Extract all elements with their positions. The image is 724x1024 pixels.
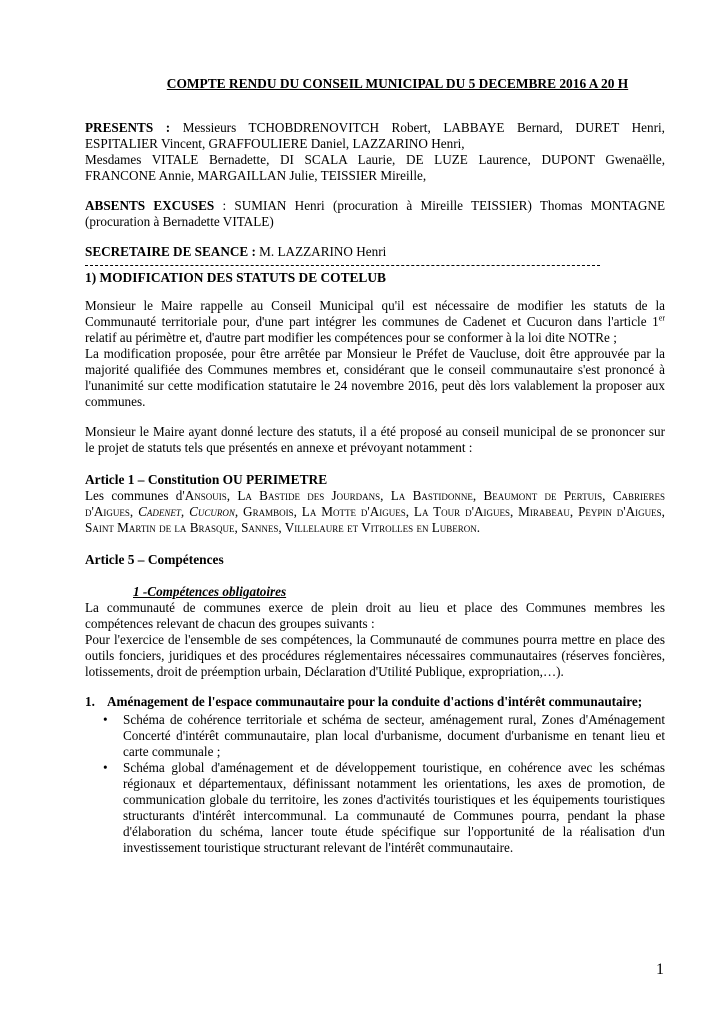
presents-men: Messieurs TCHOBDRENOVITCH Robert, LABBAYE Bernard, DURET Henri, ESPITALIER Vincent, GRAFFOULIERE Daniel, LAZZARINO Henri,	[85, 120, 665, 151]
bullet-text: Schéma de cohérence territoriale et schéma de secteur, aménagement rural, Zones d'Aménagement Concerté d'intérêt communautaire, plan local d'urbanisme, document d'urbanisme en tenant lieu et carte communale ;	[123, 712, 665, 759]
list-item	[85, 760, 665, 856]
absents-text: : SUMIAN Henri (procuration à Mireille TEISSIER) Thomas MONTAGNE (procuration à Bernadette VITALE)	[85, 198, 666, 229]
para-text: relatif au périmètre et, d'autre part modifier les compétences pour se conformer à la loi dite NOTRe ;	[85, 330, 617, 345]
article-1-communes	[85, 488, 665, 536]
numbered-item	[85, 694, 665, 710]
para-text: Monsieur le Maire rappelle au Conseil Municipal qu'il est nécessaire de modifier les statuts de la Communauté territoriale pour, d'une part intégrer les communes de Cadenet et Cucuron dans l'article 1	[85, 298, 665, 329]
communes-lead: Les communes d'	[85, 488, 185, 503]
section-para-1	[85, 298, 665, 346]
communes-list: Ansouis, La Bastide des Jourdans, La Bastidonne, Beaumont de Pertuis, Cabrieres d'Aigues,	[85, 488, 665, 519]
competences-para-1: La communauté de communes exerce de plein droit au lieu et place des Communes membres les compétences relevant de chacun des groupes suivants :	[85, 600, 665, 631]
page-title: COMPTE RENDU DU CONSEIL MUNICIPAL DU 5 DECEMBRE 2016 A 20 H	[166, 76, 629, 91]
list-item	[85, 712, 665, 760]
secretaire-paragraph	[85, 244, 665, 260]
competences-subheading: 1 -Compétences obligatoires	[133, 584, 287, 599]
page-number: 1	[656, 961, 664, 978]
item-number: 1.	[85, 694, 95, 709]
absents-paragraph	[85, 198, 665, 230]
secretaire-text: M. LAZZARINO Henri	[255, 244, 387, 259]
bullet-icon: •	[103, 760, 108, 775]
competences-para-2: Pour l'exercice de l'ensemble de ses compétences, la Communauté de communes pourra mettre en place des outils fonciers, juridiques et des procédures réglementaires nécessaires communautaires (réserves foncières, lotissements, droit de préemption urbain, Déclaration d'Utilité Publique, expropriation,…).	[85, 632, 665, 679]
bullet-text: Schéma global d'aménagement et de développement touristique, en cohérence avec les schémas régionaux et départementaux, définissant notamment les orientations, les axes de promotion, de communication globale du territoire, les zones d'activités touristiques et les équipements touristiques structurants d'intérêt intercommunal. La communauté de Communes pourra, pendant la phase d'élaboration du schéma, lancer toute étude spécifique sur l'opportunité de la réalisation d'un investissement touristique structurant relevant de l'intérêt communautaire.	[123, 760, 665, 855]
document-page	[85, 76, 665, 856]
presents-label: PRESENTS :	[85, 120, 171, 135]
bullet-icon: •	[103, 712, 108, 727]
article-1-heading: Article 1 – Constitution OU PERIMETRE	[85, 472, 328, 487]
section-para-3: Monsieur le Maire ayant donné lecture des statuts, il a été proposé au conseil municipal de se prononcer sur le projet de statuts tels que présentés en annexe et prévoyant notamment :	[85, 424, 665, 455]
bullet-list	[85, 712, 665, 856]
separator-rule	[85, 265, 600, 266]
communes-list: , Grambois, La Motte d'Aigues, La Tour d'Aigues, Mirabeau, Peypin d'Aigues, Saint Martin de la Brasque, Sannes, Villelaure et Vitrolles en Luberon.	[85, 504, 665, 535]
presents-paragraph	[85, 120, 665, 184]
item-title: Aménagement de l'espace communautaire pour la conduite d'actions d'intérêt communautaire;	[107, 694, 643, 709]
presents-women: Mesdames VITALE Bernadette, DI SCALA Laurie, DE LUZE Laurence, DUPONT Gwenaëlle, FRANCONE Annie, MARGAILLAN Julie, TEISSIER Mireille,	[85, 152, 665, 183]
communes-italic: Cadenet, Cucuron	[138, 504, 235, 519]
secretaire-label: SECRETAIRE DE SEANCE :	[85, 244, 256, 259]
section-para-2: La modification proposée, pour être arrêtée par Monsieur le Préfet de Vaucluse, doit être approuvée par la majorité qualifiée des Communes membres et, considérant que le conseil communautaire s'est prononcé à l'unanimité sur cette modification statutaire le 24 novembre 2016, peut dès lors valablement la proposer aux communes.	[85, 346, 665, 409]
article-5-heading: Article 5 – Compétences	[85, 552, 224, 567]
absents-label: ABSENTS EXCUSES	[85, 198, 215, 213]
superscript: er	[658, 313, 665, 323]
section-heading: 1) MODIFICATION DES STATUTS DE COTELUB	[85, 270, 386, 285]
